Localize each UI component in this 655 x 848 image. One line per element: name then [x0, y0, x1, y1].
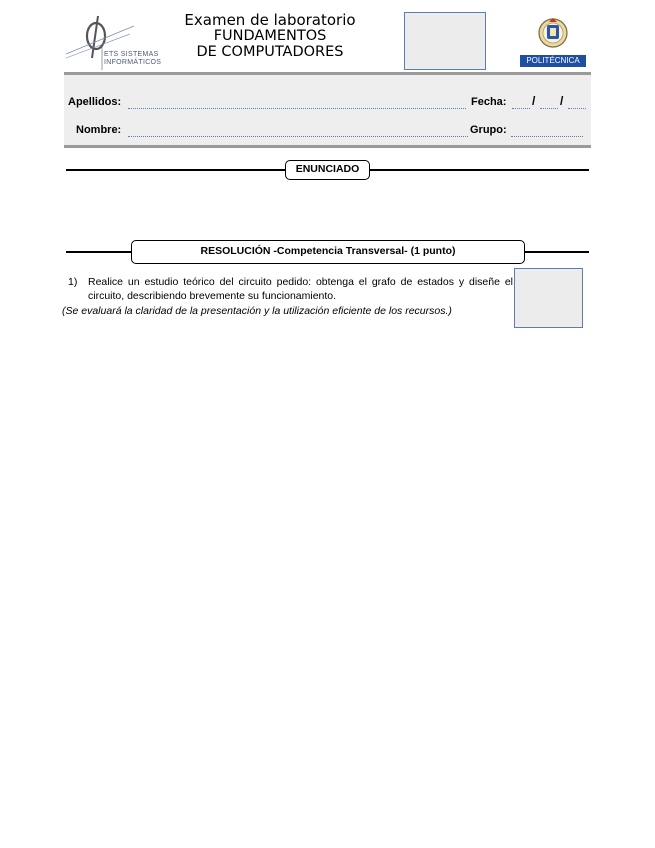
school-name: ETS SISTEMAS INFORMÁTICOS	[104, 51, 162, 66]
photo-box	[404, 12, 486, 70]
separator-line	[370, 169, 589, 171]
score-box	[514, 268, 583, 328]
question-number: 1)	[68, 276, 78, 288]
resolution-section-title: RESOLUCIÓN -Competencia Transversal- (1 punto)	[131, 240, 525, 264]
separator-line	[524, 251, 589, 253]
date-label: Fecha:	[471, 96, 507, 108]
name-label: Nombre:	[76, 124, 122, 136]
surname-label: Apellidos:	[68, 96, 122, 108]
question-item	[62, 275, 513, 318]
date-year-field[interactable]	[568, 108, 586, 109]
separator-line	[66, 169, 285, 171]
date-separator: /	[560, 94, 564, 108]
university-badge: POLITÉCNICA	[520, 55, 586, 67]
exam-title: Examen de laboratorio FUNDAMENTOS DE COMPUTADORES	[184, 11, 356, 60]
statement-section-title: ENUNCIADO	[285, 160, 370, 180]
date-separator: /	[532, 94, 536, 108]
group-field[interactable]	[511, 136, 583, 137]
university-logo	[520, 13, 586, 69]
group-label: Grupo:	[470, 124, 507, 136]
separator-line	[66, 251, 131, 253]
school-logo	[64, 14, 164, 72]
name-field[interactable]	[128, 136, 468, 137]
surname-field[interactable]	[128, 108, 466, 109]
student-info-band	[64, 72, 591, 148]
question-note: (Se evaluará la claridad de la presentación y la utilización eficiente de los recursos.)	[62, 305, 452, 317]
date-day-field[interactable]	[512, 108, 530, 109]
question-text: Realice un estudio teórico del circuito pedido: obtenga el grafo de estados y diseñe el circuito, describiendo brevemente su funcionamiento.	[88, 276, 513, 302]
date-month-field[interactable]	[540, 108, 558, 109]
university-crest-icon	[520, 13, 586, 55]
